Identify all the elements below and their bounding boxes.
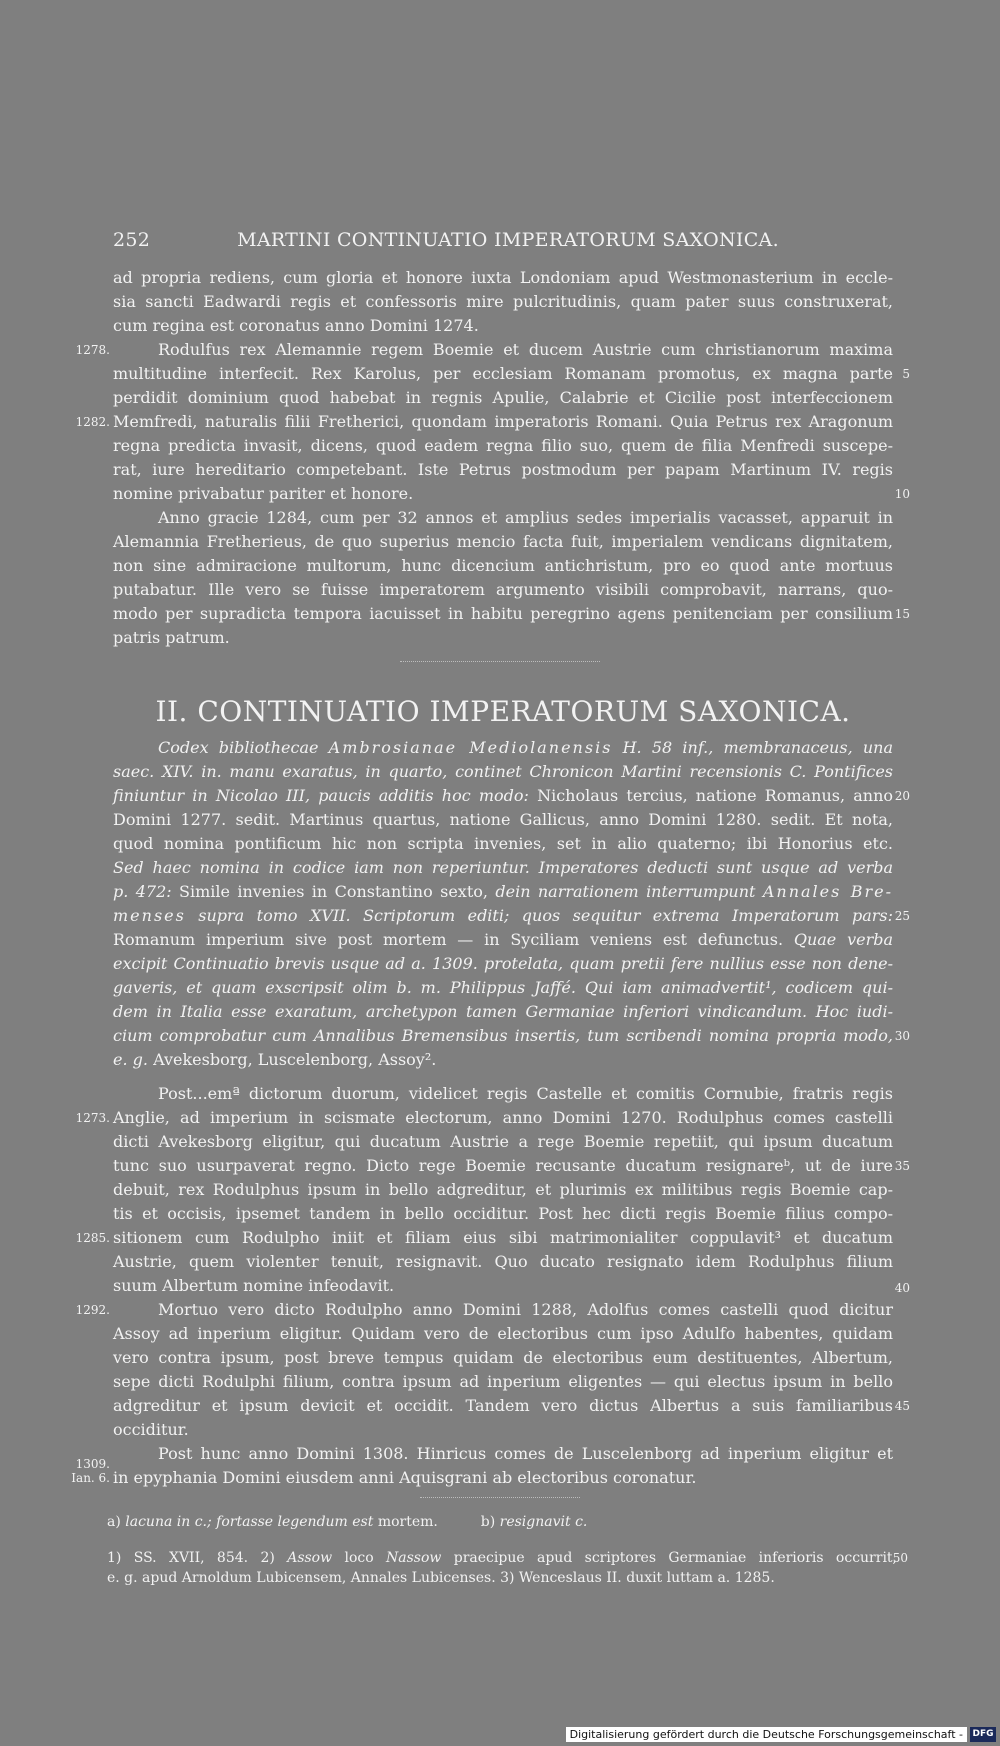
- text-line: Anglie, ad imperium in scismate electorum, anno Domini 1270. Rodulphus comes castelli: [113, 1108, 893, 1127]
- text-line: non sine admiracione multorum, hunc dicencium antichristum, pro eo quod ante mortuus: [113, 556, 893, 575]
- text-line: excipit Continuatio brevis usque ad a. 1309. protelata, quam pretii fere nullius esse non dene-: [113, 954, 893, 973]
- text-line: saec. XIV. in. manu exaratus, in quarto, continet Chronicon Martini recensionis C. Pontifices: [113, 762, 893, 781]
- text-line: Post...emª dictorum duorum, videlicet regis Castelle et comitis Cornubie, fratris regis: [158, 1084, 893, 1103]
- text-line: putabatur. Ille vero se fuisse imperatorem argumento visibili comprobavit, narrans, quo-: [113, 580, 893, 599]
- text-line: vero contra ipsum, post breve tempus quidam de electoribus eum destituentes, Albertum,: [113, 1348, 893, 1367]
- text-line: sitionem cum Rodulpho iniit et filiam eius sibi matrimonialiter coppulavit³ et ducatum: [113, 1228, 893, 1247]
- line-number: 40: [894, 1281, 910, 1295]
- text-line: e. g. Avekesborg, Luscelenborg, Assoy².: [113, 1050, 437, 1069]
- end-divider: [420, 1497, 580, 1498]
- text-line: Rodulfus rex Alemannie regem Boemie et ducem Austrie cum christianorum maxima: [158, 340, 893, 359]
- margin-year: 1309.: [75, 1457, 110, 1471]
- running-head: [113, 229, 893, 251]
- critical-note-line: a) lacuna in c.; fortasse legendum est mortem. b) resignavit c.: [107, 1514, 588, 1530]
- text-line: occiditur.: [113, 1420, 189, 1439]
- section-title: II. CONTINUATIO IMPERATORUM SAXONICA.: [155, 695, 851, 728]
- margin-year: 1278.: [75, 343, 110, 357]
- text-line: finiuntur in Nicolao III, paucis additis hoc modo: Nicholaus tercius, natione Romanus, anno: [113, 786, 894, 805]
- text-line: rat, iure hereditario competebant. Iste Petrus postmodum per papam Martinum IV. regis: [113, 460, 893, 479]
- dfg-logo-icon: DFG: [970, 1727, 996, 1742]
- text-line: cum regina est coronatus anno Domini 1274.: [113, 316, 479, 335]
- text-line: tunc suo usurpaverat regno. Dicto rege Boemie recusante ducatum resignareᵇ, ut de iure: [113, 1156, 893, 1175]
- text-line: Assoy ad inperium eligitur. Quidam vero de electoribus cum ipso Adulfo habentes, quidam: [113, 1324, 893, 1343]
- text-line: Mortuo vero dicto Rodulpho anno Domini 1288, Adolfus comes castelli quod dicitur: [158, 1300, 893, 1319]
- text-line: gaveris, et quam exscripsit olim b. m. Philippus Jaffé. Qui iam animadvertit¹, codicem qui-: [113, 978, 893, 997]
- line-number: 25: [894, 909, 910, 923]
- text-line: cium comprobatur cum Annalibus Bremensibus insertis, tum scribendi nomina propria modo,: [113, 1026, 893, 1045]
- margin-date: Ian. 6.: [71, 1471, 110, 1485]
- footnote-line: 1) SS. XVII, 854. 2) Assow loco Nassow praecipue apud scriptores Germaniae inferioris occurrit,: [107, 1550, 897, 1566]
- footnote-line: e. g. apud Arnoldum Lubicensem, Annales Lubicenses. 3) Wenceslaus II. duxit luttam a. 1285.: [107, 1570, 775, 1586]
- line-number: 15: [894, 607, 910, 621]
- text-line: Sed haec nomina in codice iam non reperiuntur. Imperatores deducti sunt usque ad verba: [113, 858, 893, 877]
- text-line: debuit, rex Rodulphus ipsum in bello adgreditur, et plurimis ex militibus regis Boemie cap-: [113, 1180, 893, 1199]
- text-line: modo per supradicta tempora iacuisset in habitu peregrino agens penitenciam per consilium: [113, 604, 893, 623]
- line-number: 50: [892, 1551, 908, 1565]
- text-line: Codex bibliothecae Ambrosianae Mediolanensis H. 58 inf., membranaceus, una: [158, 738, 894, 757]
- margin-year: 1292.: [75, 1303, 110, 1317]
- text-line: adgreditur et ipsum devicit et occidit. Tandem vero dictus Albertus a suis familiaribus: [113, 1396, 893, 1415]
- margin-year: 1282.: [75, 415, 110, 429]
- page-number: 252: [113, 229, 151, 251]
- line-number: 10: [894, 487, 910, 501]
- line-number: 5: [902, 367, 910, 381]
- text-line: patris patrum.: [113, 628, 230, 647]
- text-line: Romanum imperium sive post mortem — in Syciliam veniens est defunctus. Quae verba: [113, 930, 894, 949]
- text-line: sia sancti Eadwardi regis et confessoris mire pulcritudinis, quam pater suus construxerat,: [113, 292, 893, 311]
- text-line: Domini 1277. sedit. Martinus quartus, natione Gallicus, anno Domini 1280. sedit. Et nota,: [113, 810, 893, 829]
- text-line: dem in Italia esse exaratum, archetypon tamen Germaniae inferiori vindicandum. Hoc iudi-: [113, 1002, 893, 1021]
- text-line: ad propria rediens, cum gloria et honore iuxta Londoniam apud Westmonasterium in eccle-: [113, 268, 893, 287]
- text-line: regna predicta invasit, dicens, quod eadem regna filio suo, quem de filia Menfredi suscepe-: [113, 436, 893, 455]
- text-line: dicti Avekesborg eligitur, qui ducatum Austrie a rege Boemie repetiit, qui ipsum ducatum: [113, 1132, 893, 1151]
- text-line: Memfredi, naturalis filii Fretherici, quondam imperatoris Romani. Quia Petrus rex Aragonum: [113, 412, 893, 431]
- text-line: in epyphania Domini eiusdem anni Aquisgrani ab electoribus coronatur.: [113, 1468, 697, 1487]
- text-line: tis et occisis, ipsemet tandem in bello occiditur. Post hec dicti regis Boemie filius compo-: [113, 1204, 893, 1223]
- line-number: 20: [894, 789, 910, 803]
- text-line: Alemannia Fretherieus, de quo superius mencio facta fuit, imperialem vendicans dignitatem,: [113, 532, 893, 551]
- running-title: MARTINI CONTINUATIO IMPERATORUM SAXONICA.: [237, 229, 779, 251]
- margin-year: 1285.: [75, 1231, 110, 1245]
- digitization-credit: Digitalisierung gefördert durch die Deutsche Forschungsgemeinschaft -: [566, 1727, 967, 1742]
- text-line: Austrie, quem violenter tenuit, resignavit. Quo ducato resignato idem Rodulphus filium: [113, 1252, 893, 1271]
- text-line: multitudine interfecit. Rex Karolus, per ecclesiam Romanam promotus, ex magna parte: [113, 364, 893, 383]
- margin-year: 1273.: [75, 1111, 110, 1125]
- text-line: menses supra tomo XVII. Scriptorum editi; quos sequitur extrema Imperatorum pars:: [113, 906, 893, 925]
- text-line: nomine privabatur pariter et honore.: [113, 484, 414, 503]
- section-divider: [400, 661, 600, 662]
- line-number: 35: [894, 1159, 910, 1173]
- text-line: sepe dicti Rodulphi filium, contra ipsum ad inperium eligentes — qui electus ipsum in bello: [113, 1372, 893, 1391]
- line-number: 30: [894, 1029, 910, 1043]
- text-line: Post hunc anno Domini 1308. Hinricus comes de Luscelenborg ad inperium eligitur et: [158, 1444, 893, 1463]
- text-line: p. 472: Simile invenies in Constantino sexto, dein narrationem interrumpunt Annales Bre-: [113, 882, 893, 901]
- text-line: perdidit dominium quod habebat in regnis Apulie, Calabrie et Cicilie post interfeccionem: [113, 388, 893, 407]
- line-number: 45: [894, 1399, 910, 1413]
- text-line: quod nomina pontificum hic non scripta invenies, set in alio quaterno; ibi Honorius etc.: [113, 834, 893, 853]
- text-line: Anno gracie 1284, cum per 32 annos et amplius sedes imperialis vacasset, apparuit in: [158, 508, 893, 527]
- text-line: suum Albertum nomine infeodavit.: [113, 1276, 395, 1295]
